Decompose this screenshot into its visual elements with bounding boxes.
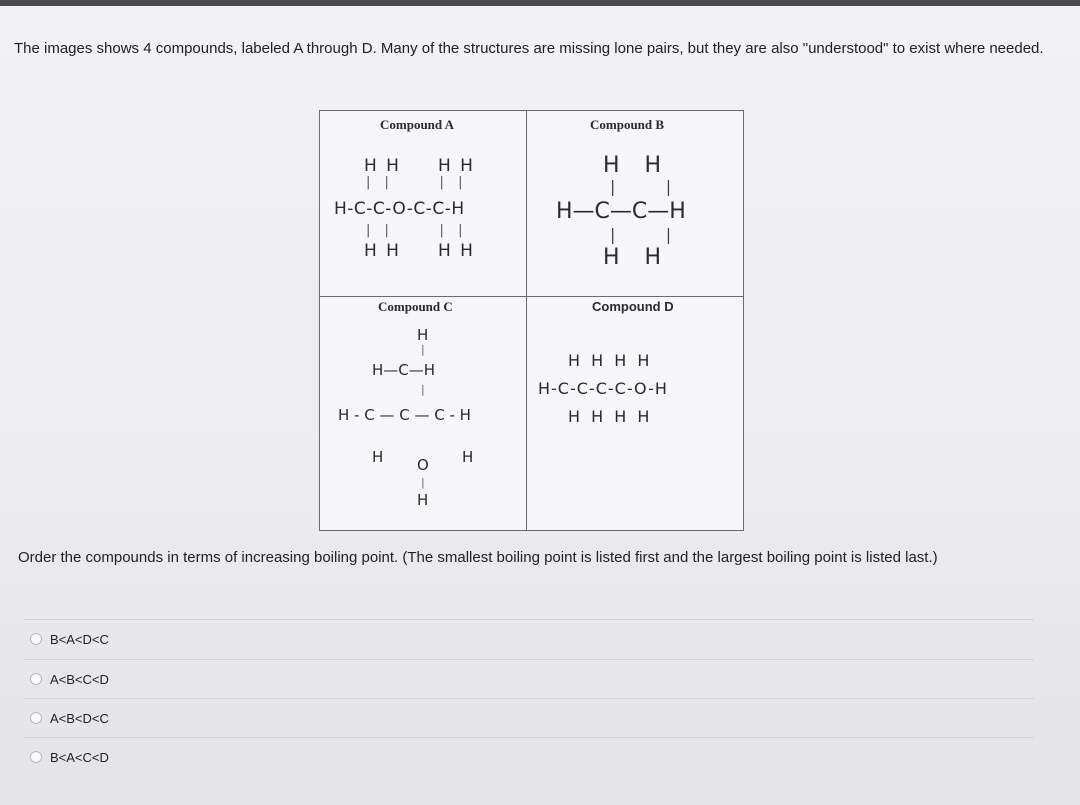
compound-a-row5: H H H H bbox=[364, 241, 475, 261]
diagram-vertical-divider bbox=[526, 111, 527, 530]
compound-c-bottom-h-right: H bbox=[462, 448, 474, 466]
answer-option-1[interactable] bbox=[24, 619, 1034, 658]
compound-c-structure: H - C — C — C - H bbox=[338, 406, 471, 424]
compound-b-row5: H H bbox=[603, 245, 663, 270]
compound-d-structure: H-C-C-C-C-O-H bbox=[538, 379, 668, 398]
radio-button-icon[interactable] bbox=[30, 751, 42, 763]
answer-option-label: A<B<C<D bbox=[50, 671, 109, 687]
compound-b-title: Compound B bbox=[590, 117, 665, 132]
answer-option-4[interactable] bbox=[24, 737, 1034, 776]
compound-a-structure: H-C-C-O-C-C-H bbox=[334, 199, 465, 219]
question-instructions: Order the compounds in terms of increasing boiling point. (The smallest boiling point is listed first and the largest boiling point is listed last.) bbox=[18, 549, 938, 566]
diagram-horizontal-divider bbox=[320, 296, 743, 297]
compound-b-row1: H H bbox=[603, 153, 663, 178]
compound-a-row1: H H H H bbox=[364, 156, 475, 176]
compound-d-row1: H H H H bbox=[568, 351, 653, 370]
compound-a-title: Compound A bbox=[380, 117, 455, 132]
compound-c-upper: H—C—H bbox=[372, 361, 436, 379]
radio-button-icon[interactable] bbox=[30, 673, 42, 685]
compound-c-bond-top: | bbox=[421, 343, 425, 356]
compound-b-row4: | | bbox=[610, 225, 678, 244]
compound-c-bottom-h-left: H bbox=[372, 448, 384, 466]
radio-button-icon[interactable] bbox=[30, 633, 42, 645]
question-page bbox=[0, 6, 1080, 805]
compound-c-top-h: H bbox=[417, 326, 429, 344]
compound-b-row2: | | bbox=[610, 177, 678, 196]
compound-d-title: Compound D bbox=[592, 299, 674, 314]
compound-a-row4: | | | | bbox=[366, 223, 468, 238]
compound-d-row3: H H H H bbox=[568, 407, 653, 426]
answer-option-label: B<A<D<C bbox=[50, 631, 109, 647]
answer-option-2[interactable] bbox=[24, 659, 1034, 698]
compound-c-bond-mid: | bbox=[421, 383, 425, 396]
answer-option-label: B<A<C<D bbox=[50, 749, 109, 765]
compound-c-oxygen: O bbox=[417, 456, 429, 474]
compound-a-row2: | | | | bbox=[366, 175, 468, 190]
question-intro: The images shows 4 compounds, labeled A through D. Many of the structures are missing lone pairs, but they are also "understood" to exist where needed. bbox=[14, 40, 1044, 57]
compound-c-oh-h: H bbox=[417, 491, 429, 509]
radio-button-icon[interactable] bbox=[30, 712, 42, 724]
answer-option-3[interactable] bbox=[24, 698, 1034, 737]
compound-b-structure: H—C—C—H bbox=[556, 199, 686, 224]
compound-c-bond-oh: | bbox=[421, 476, 425, 489]
compound-diagram bbox=[319, 110, 744, 531]
answer-option-label: A<B<D<C bbox=[50, 710, 109, 726]
compound-c-title: Compound C bbox=[378, 299, 453, 314]
